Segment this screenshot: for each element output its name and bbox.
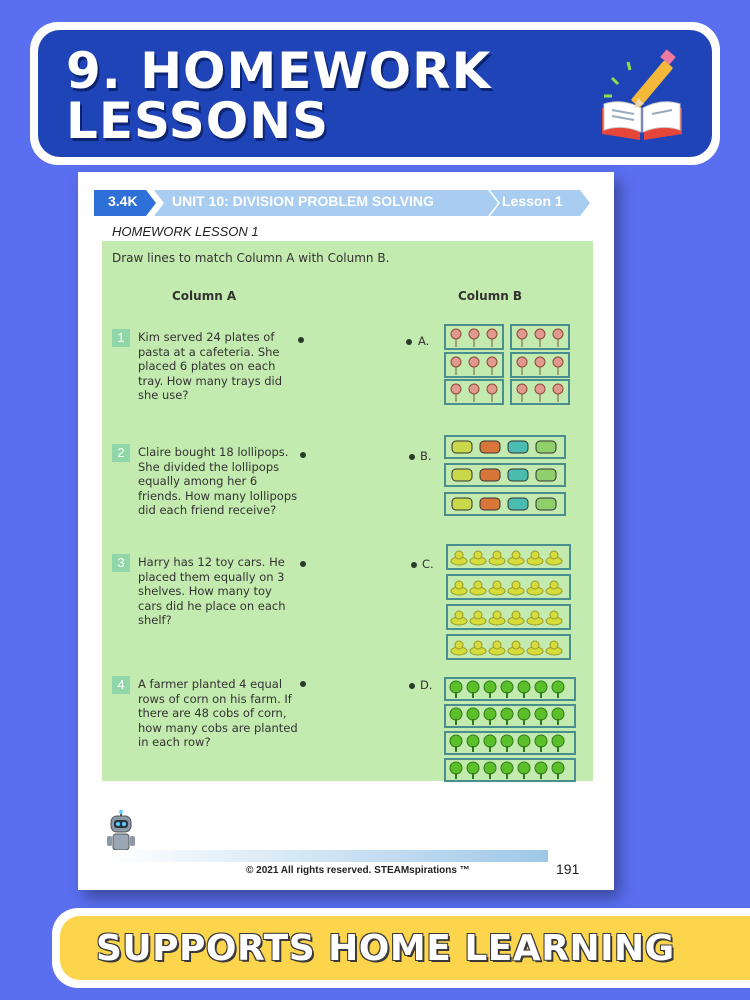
lesson-code: 3.4K bbox=[108, 193, 138, 209]
banner-title-line1: 9. HOMEWORK bbox=[66, 42, 492, 100]
lesson-header bbox=[94, 190, 594, 216]
question-text: A farmer planted 4 equal rows of corn on his farm. If there are 48 cobs of corn, how many cobs are planted in each row? bbox=[138, 677, 298, 749]
question-text: Claire bought 18 lollipops. She divided the lollipops equally among her 6 friends. How many lollipops did each friend receive? bbox=[138, 445, 298, 517]
toy-car-row bbox=[444, 463, 566, 487]
question-text: Harry has 12 toy cars. He placed them equally on 3 shelves. How many toy cars did he place on each shelf? bbox=[138, 555, 286, 627]
instruction: Draw lines to match Column A with Column B. bbox=[112, 251, 390, 265]
worksheet-page bbox=[78, 172, 614, 890]
lollipop-group bbox=[444, 352, 504, 378]
footer-bar bbox=[108, 850, 548, 862]
bottom-banner-inner bbox=[60, 916, 750, 980]
copyright: © 2021 All rights reserved. STEAMspirations ™ bbox=[246, 865, 470, 876]
lollipop-group bbox=[510, 379, 570, 405]
book-pencil-icon bbox=[594, 48, 690, 140]
pasta-tray bbox=[446, 544, 571, 570]
question-number: 3 bbox=[112, 554, 130, 572]
bottom-banner bbox=[52, 908, 750, 988]
question-text: Kim served 24 plates of pasta at a cafeteria. She placed 6 plates on each tray. How many trays did she use? bbox=[138, 330, 283, 402]
option-b-label: B. bbox=[420, 449, 432, 463]
top-banner-inner bbox=[38, 30, 712, 157]
corn-row bbox=[444, 704, 576, 728]
banner-title bbox=[66, 42, 492, 150]
unit-title: UNIT 10: DIVISION PROBLEM SOLVING bbox=[172, 193, 434, 209]
pasta-tray bbox=[446, 634, 571, 660]
page-number: 191 bbox=[556, 861, 580, 877]
match-dot-a1[interactable] bbox=[298, 337, 304, 343]
question-number: 1 bbox=[112, 329, 130, 347]
lollipop-group bbox=[444, 379, 504, 405]
toy-car-row bbox=[444, 435, 566, 459]
option-c-label: C. bbox=[422, 557, 434, 571]
bottom-banner-text: SUPPORTS HOME LEARNING bbox=[96, 928, 675, 969]
worksheet-area bbox=[102, 241, 593, 781]
lesson-label: Lesson 1 bbox=[502, 193, 563, 209]
corn-row bbox=[444, 677, 576, 701]
match-dot-b-d[interactable] bbox=[409, 683, 415, 689]
option-a-label: A. bbox=[418, 334, 430, 348]
banner-title-line2: LESSONS bbox=[66, 92, 330, 150]
question-number: 4 bbox=[112, 676, 130, 694]
pasta-tray bbox=[446, 574, 571, 600]
question-number: 2 bbox=[112, 444, 130, 462]
column-a-label: Column A bbox=[172, 289, 237, 303]
top-banner bbox=[30, 22, 720, 165]
match-dot-a2[interactable] bbox=[300, 452, 306, 458]
lollipop-group bbox=[510, 324, 570, 350]
match-dot-a3[interactable] bbox=[300, 561, 306, 567]
toy-car-row bbox=[444, 492, 566, 516]
homework-title: HOMEWORK LESSON 1 bbox=[112, 224, 259, 239]
column-b-label: Column B bbox=[458, 289, 523, 303]
lollipop-group bbox=[444, 324, 504, 350]
pasta-tray bbox=[446, 604, 571, 630]
match-dot-a4[interactable] bbox=[300, 681, 306, 687]
lollipop-group bbox=[510, 352, 570, 378]
match-dot-b-c[interactable] bbox=[411, 562, 417, 568]
match-dot-b-a[interactable] bbox=[406, 339, 412, 345]
match-dot-b-b[interactable] bbox=[409, 454, 415, 460]
corn-row bbox=[444, 758, 576, 782]
option-d-label: D. bbox=[420, 678, 433, 692]
corn-row bbox=[444, 731, 576, 755]
